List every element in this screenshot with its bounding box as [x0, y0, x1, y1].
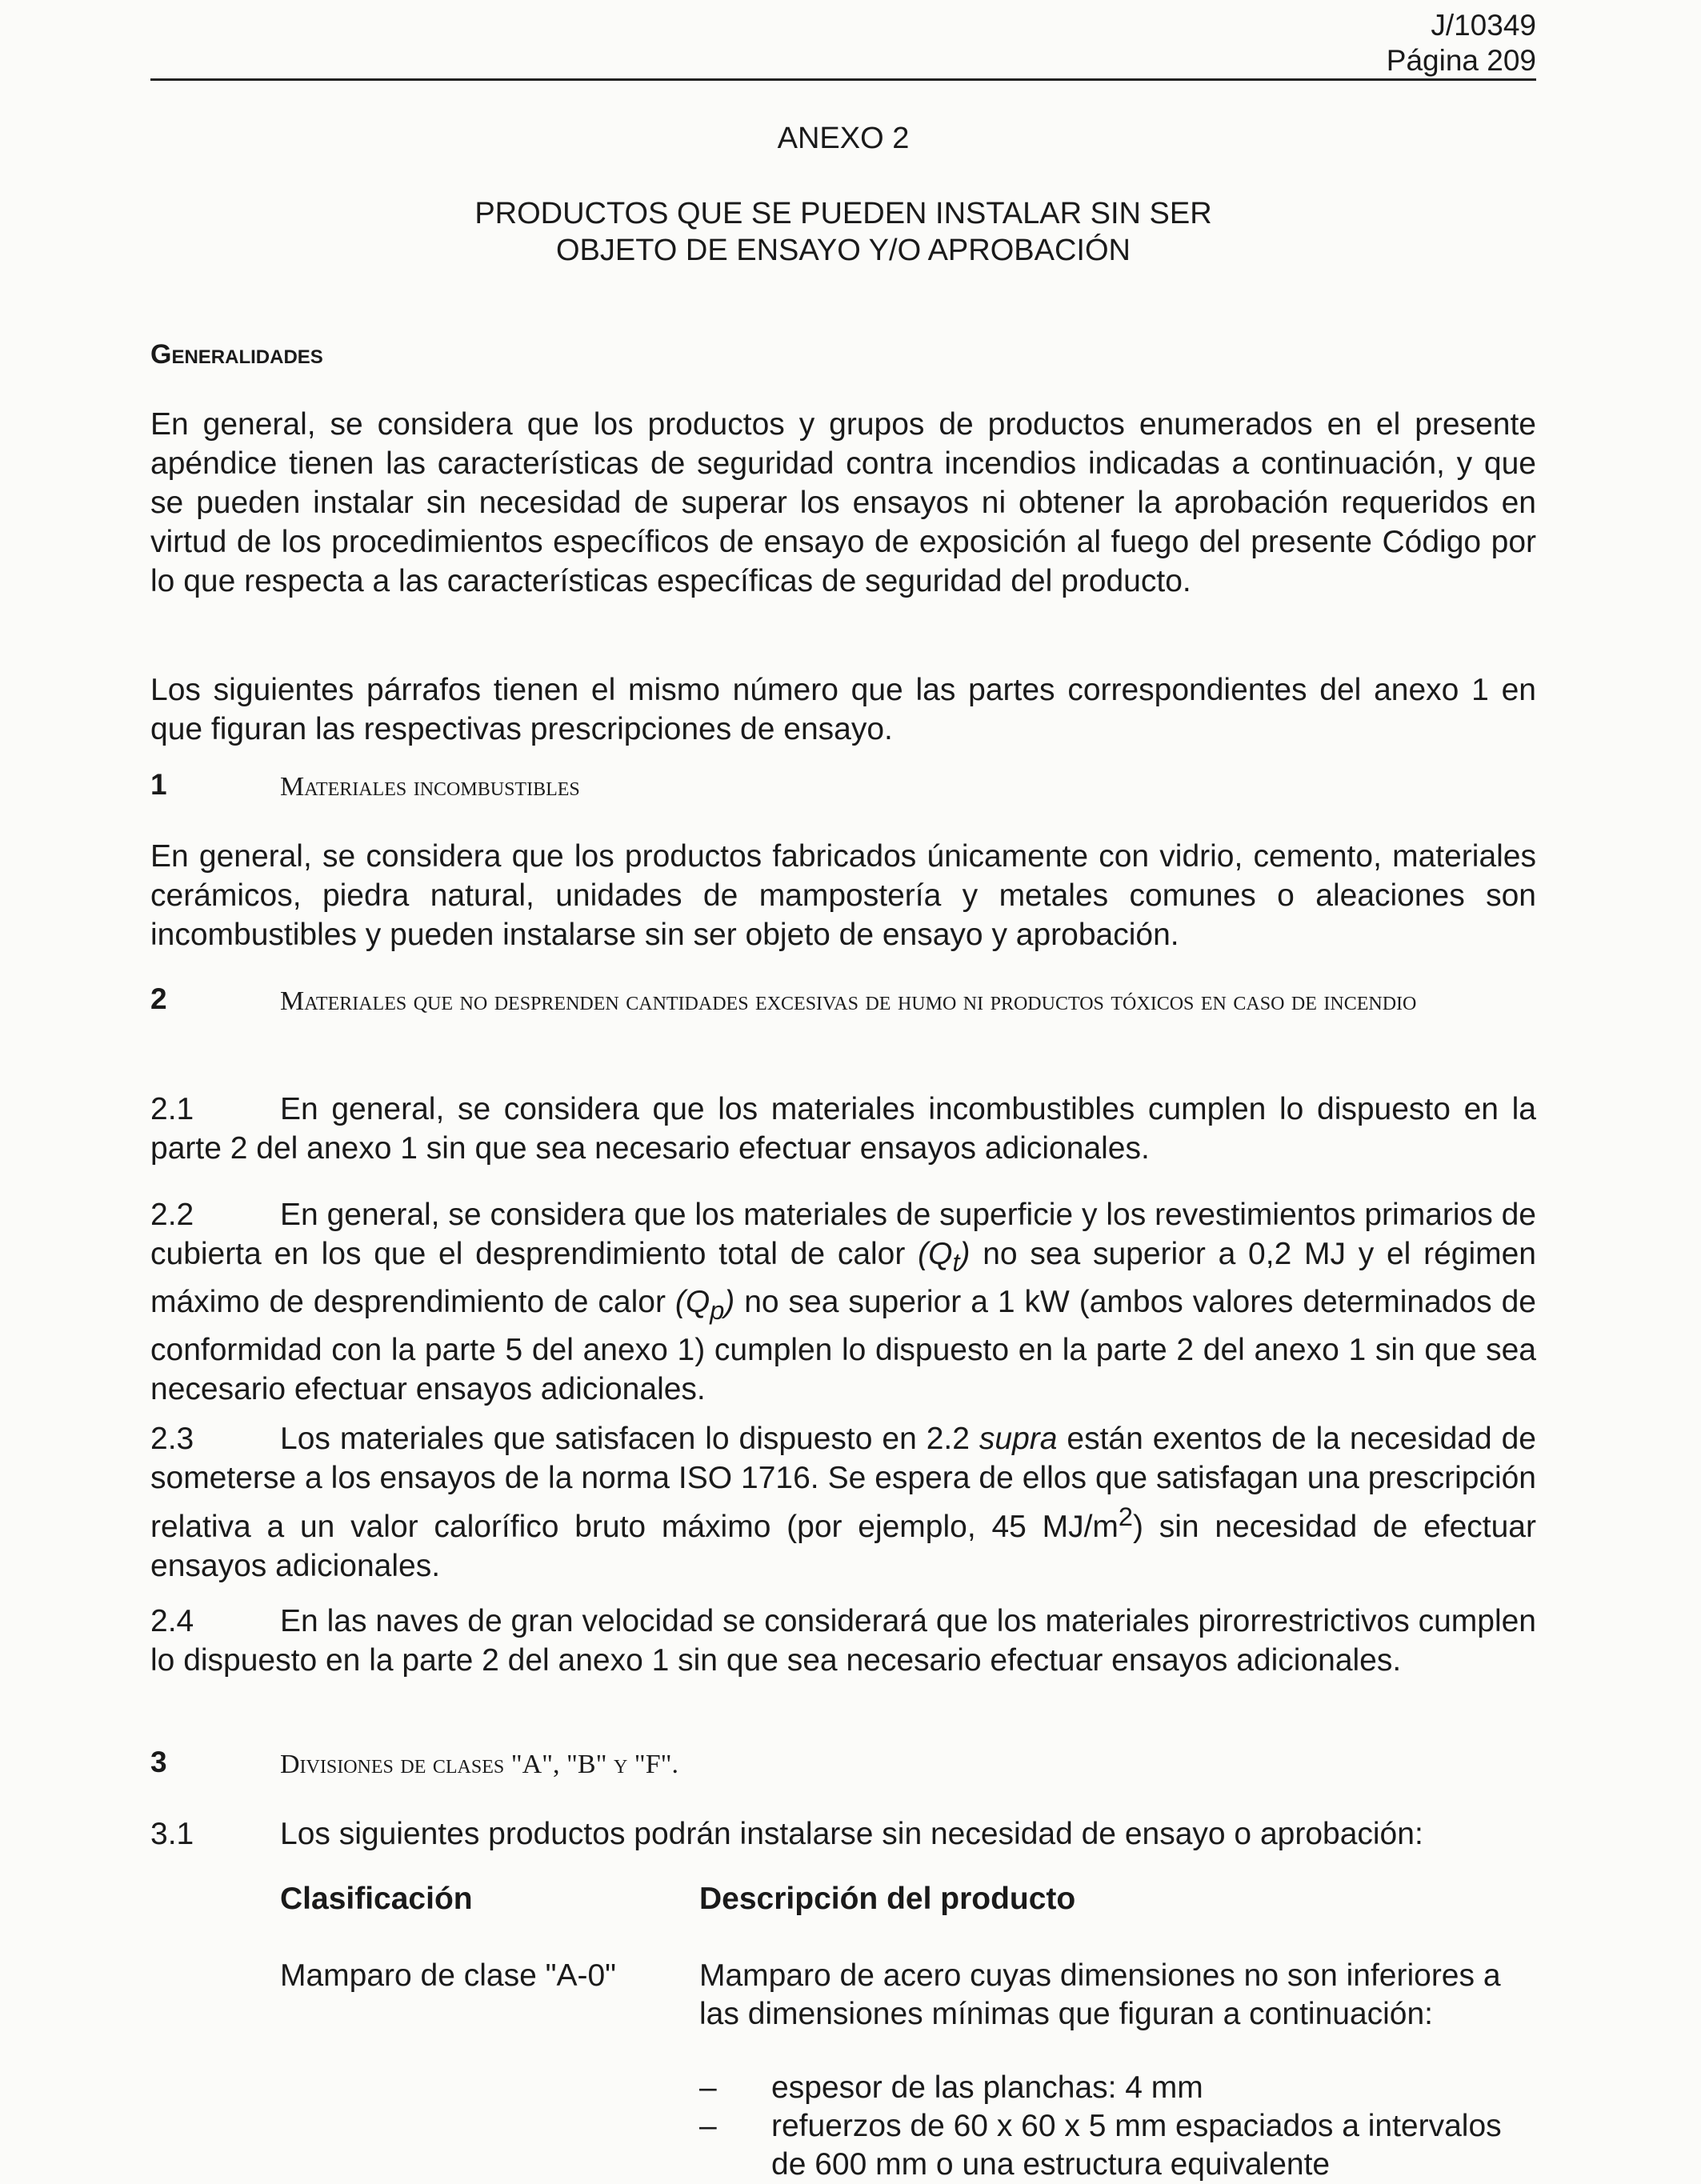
section-2-number: 2	[150, 982, 167, 1015]
section-1-title: Materiales incombustibles	[280, 772, 580, 802]
paragraph-2-2-text-c: no sea superior a 1 kW (ambos valores determinados de conformidad con la parte 5 del anexo 1) cumplen lo dispuesto en la parte 2 del anexo 1 sin que sea necesario efectuar ensayos adicionales.	[150, 1284, 1536, 1406]
document-page	[150, 0, 1536, 2182]
qp-symbol	[674, 1284, 735, 1325]
paragraph-2-1	[150, 1090, 1536, 1168]
paragraph-2-4	[150, 1602, 1536, 1680]
document-reference: J/10349	[1431, 9, 1536, 42]
paragraph-2-3	[150, 1419, 1536, 1586]
generalidades-paragraph-2: Los siguientes párrafos tienen el mismo número que las partes correspondientes del anexo 1 en que figuran las respectivas prescripciones de ensayo.	[150, 673, 1536, 746]
table-cell-classification: Mamparo de clase "A-0"	[280, 1958, 617, 1993]
paragraph-2-2-number: 2.2	[150, 1198, 194, 1232]
paragraph-2-2	[150, 1195, 1536, 1409]
paragraph-2-3-number: 2.3	[150, 1422, 194, 1456]
annex-subtitle-line2: OBJETO DE ENSAYO Y/O APROBACIÓN	[556, 234, 1131, 267]
list-item-text: espesor de las planchas: 4 mm	[771, 2070, 1203, 2105]
paragraph-2-2-text-a: En general, se considera que los materiales de superficie y los revestimientos primarios de cubierta en los que el desprendimiento total de calor	[150, 1198, 1536, 1271]
paragraph-3-1	[150, 1814, 1536, 1854]
table-cell-description: Mamparo de acero cuyas dimensiones no son inferiores a las dimensiones mínimas que figuran a continuación:	[699, 1958, 1501, 2031]
paragraph-2-1-number: 2.1	[150, 1092, 194, 1126]
paragraph-2-4-number: 2.4	[150, 1604, 194, 1638]
dash-bullet: –	[699, 2070, 717, 2105]
paragraph-2-4-text: En las naves de gran velocidad se considerará que los materiales pirorrestrictivos cumplen lo dispuesto en la parte 2 del anexo 1 sin que sea necesario efectuar ensayos adicionales.	[150, 1604, 1536, 1678]
paragraph-3-1-text: Los siguientes productos podrán instalarse sin necesidad de ensayo o aprobación:	[280, 1817, 1423, 1851]
section-3-number: 3	[150, 1746, 167, 1778]
generalidades-paragraph-1: En general, se considera que los productos y grupos de productos enumerados en el presente apéndice tienen las características de seguridad contra incendios indicadas a continuación, y que se pueden instalar sin necesidad de superar los ensayos ni obtener la aprobación requeridos en virtud de los procedimientos específicos de ensayo de exposición al fuego del presente Código por lo que respecta a las características específicas de seguridad del producto.	[150, 407, 1536, 598]
section-2-title: Materiales que no desprenden cantidades excesivas de humo ni productos tóxicos en caso de incendio	[280, 986, 1417, 1016]
list-item-text: refuerzos de 60 x 60 x 5 mm espaciados a intervalos de 600 mm o una estructura equivalente	[771, 2109, 1502, 2182]
paragraph-3-1-number: 3.1	[150, 1817, 194, 1851]
qp-symbol-close: )	[724, 1284, 735, 1319]
annex-subtitle-line1: PRODUCTOS QUE SE PUEDEN INSTALAR SIN SER	[474, 197, 1212, 230]
qt-subscript: t	[952, 1247, 960, 1277]
paragraph-2-2-text-b: no sea superior a 0,2 MJ y el régimen máximo de desprendimiento de calor	[150, 1237, 1536, 1319]
generalidades-heading: Generalidades	[150, 339, 323, 370]
paragraph-2-3-text-c: ) sin necesidad de efectuar ensayos adicionales.	[150, 1510, 1536, 1583]
paragraph-2-1-text: En general, se considera que los materiales incombustibles cumplen lo dispuesto en la parte 2 del anexo 1 sin que sea necesario efectuar ensayos adicionales.	[150, 1092, 1536, 1166]
superscript-2: 2	[1118, 1502, 1133, 1531]
qt-symbol-q: (Q	[918, 1237, 953, 1271]
table-header-classification: Clasificación	[280, 1882, 473, 1916]
header-rule	[150, 78, 1536, 81]
qp-symbol-q: (Q	[674, 1284, 710, 1319]
qp-subscript: p	[710, 1295, 725, 1325]
page-number: Página 209	[1386, 44, 1536, 77]
paragraph-2-3-text-b: están exentos de la necesidad de someterse a los ensayos de la norma ISO 1716. Se espera de ellos que satisfagan una prescripción relativa a un valor calorífico bruto máximo (por ejemplo, 45 MJ/m	[150, 1422, 1536, 1544]
annex-title: ANEXO 2	[777, 122, 910, 155]
section-3-title: Divisiones de clases "A", "B" y "F".	[280, 1750, 678, 1779]
qt-symbol	[918, 1237, 971, 1277]
qt-symbol-close: )	[959, 1237, 971, 1271]
dash-bullet: –	[699, 2109, 717, 2143]
table-header-description: Descripción del producto	[699, 1882, 1076, 1916]
section-1-number: 1	[150, 768, 167, 801]
section-1-text: En general, se considera que los productos fabricados únicamente con vidrio, cemento, materiales cerámicos, piedra natural, unidades de mampostería y metales comunes o aleaciones son incombustibles y pueden instalarse sin ser objeto de ensayo y aprobación.	[150, 839, 1536, 952]
paragraph-2-3-text-a: Los materiales que satisfacen lo dispuesto en 2.2	[280, 1422, 979, 1456]
supra-word: supra	[979, 1422, 1058, 1456]
